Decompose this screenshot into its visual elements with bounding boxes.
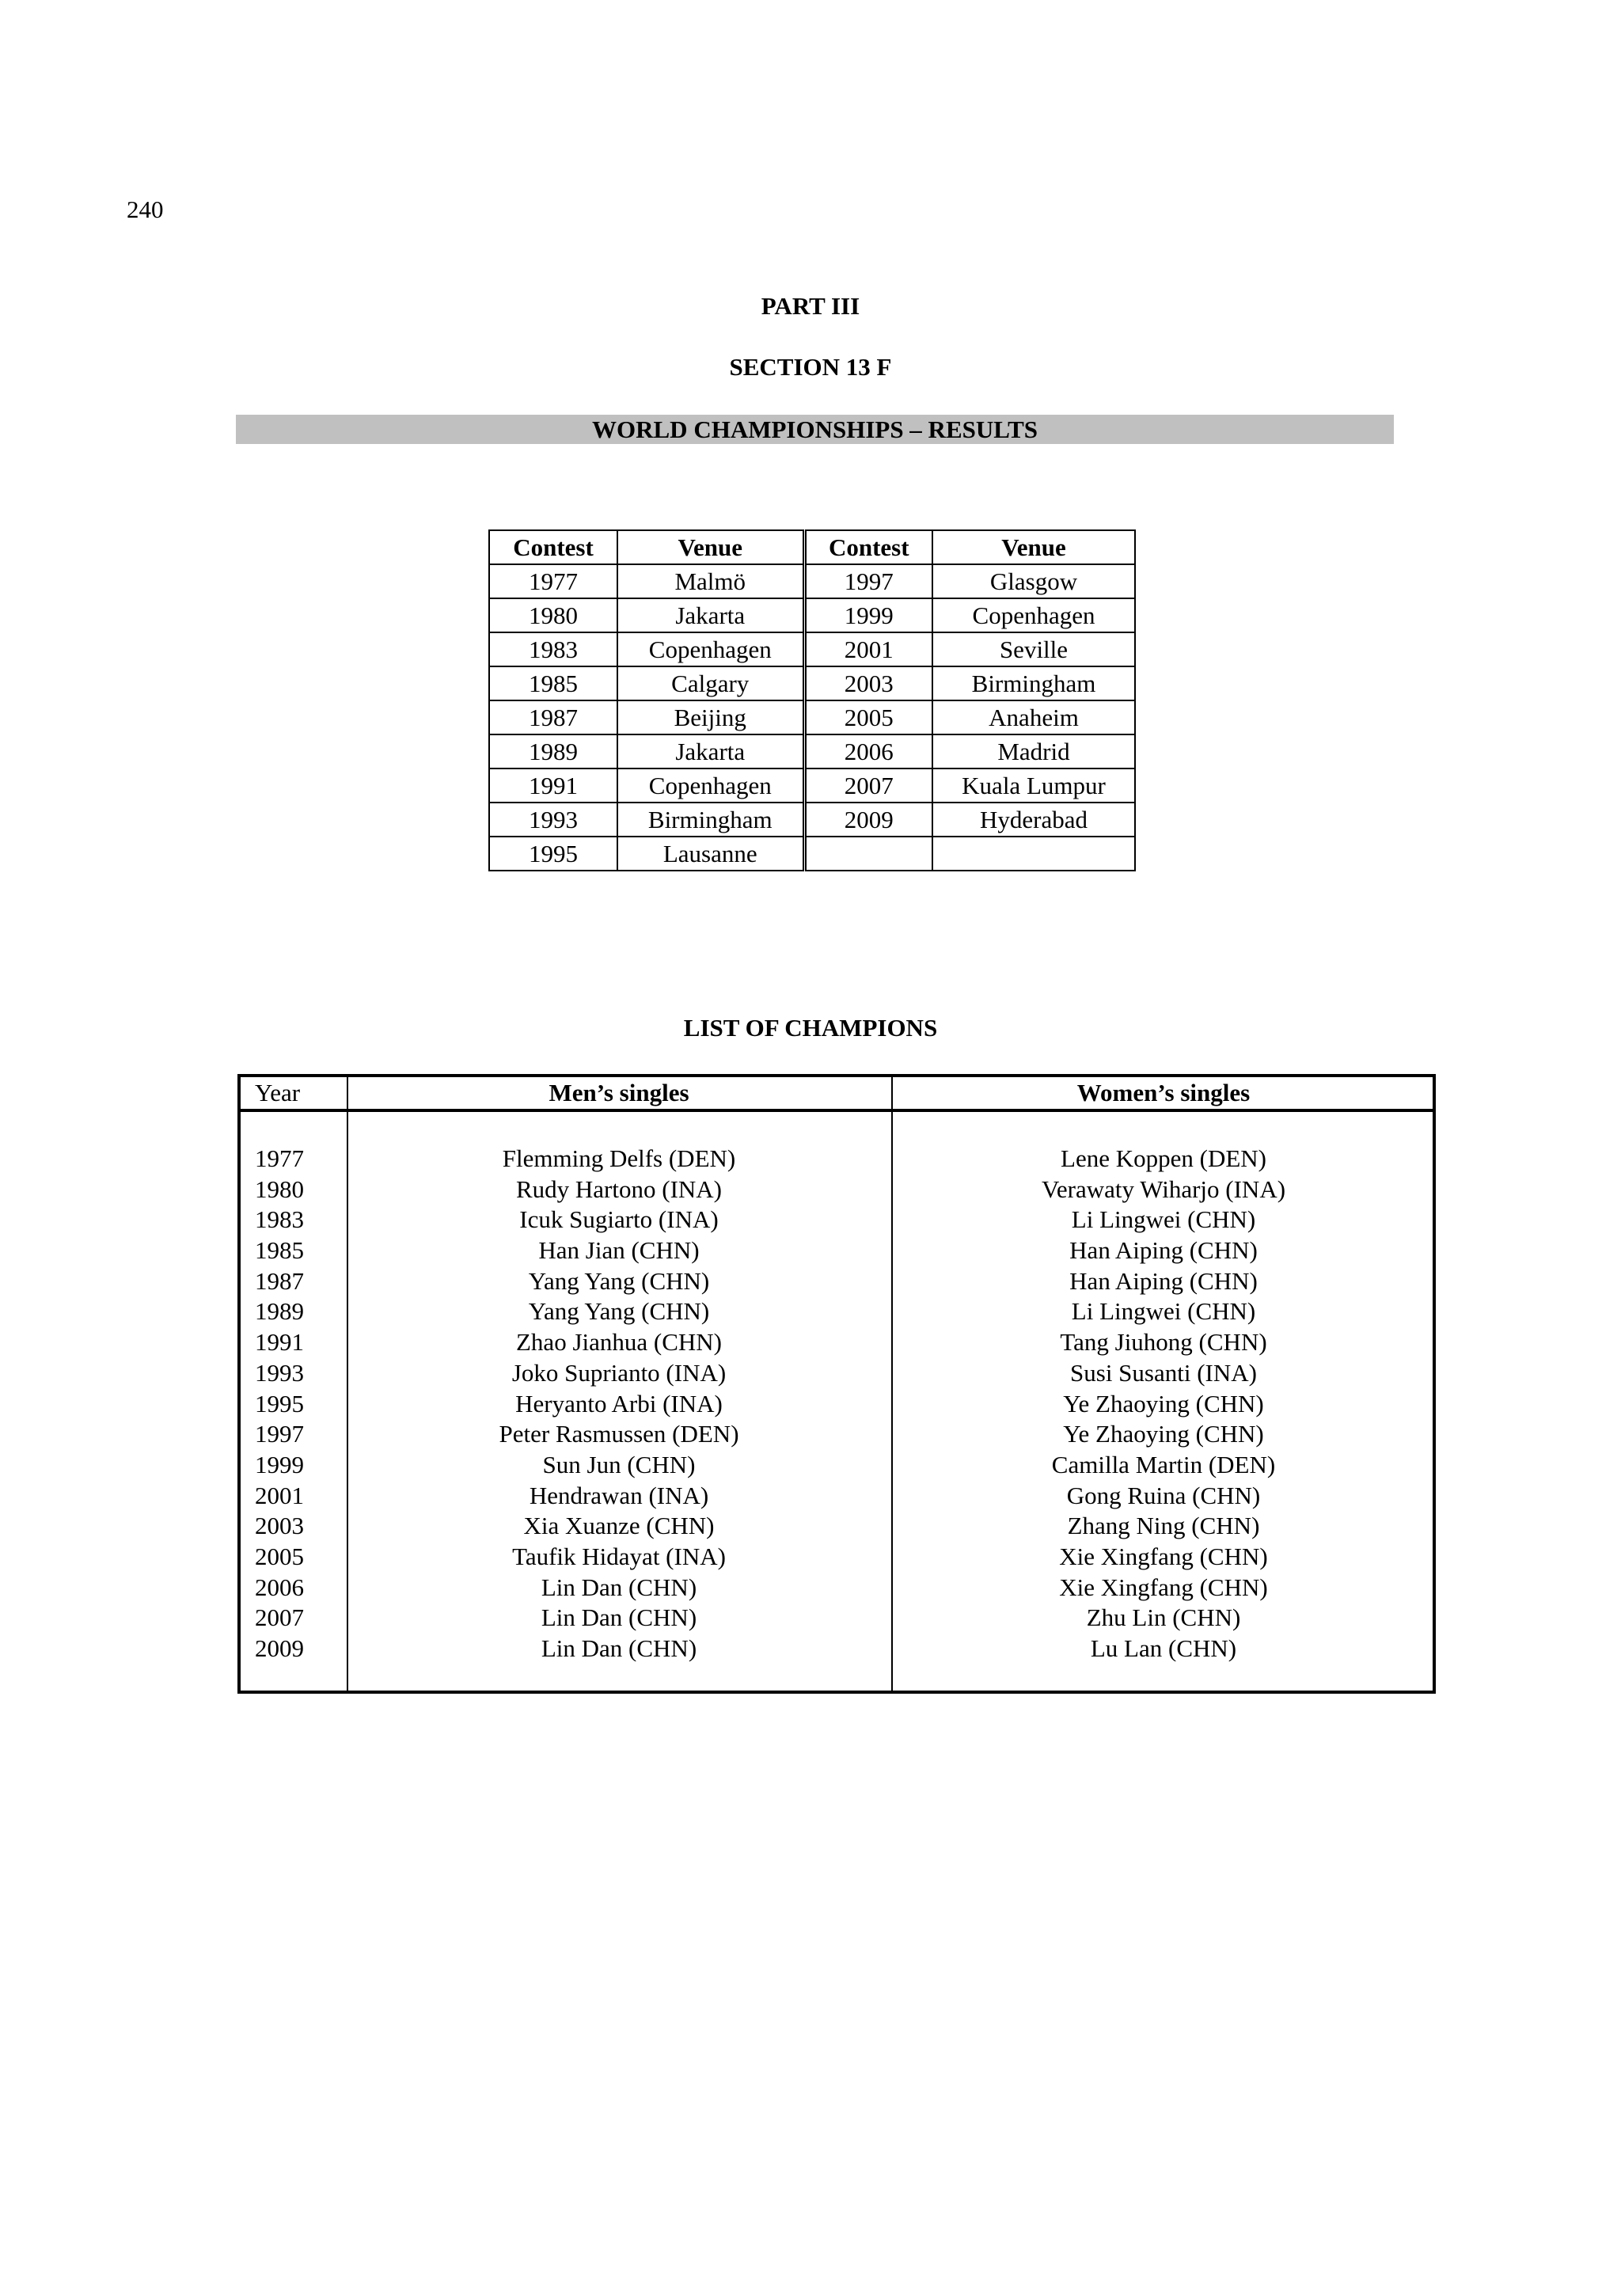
champion-year: 1999 <box>255 1450 304 1478</box>
venue-city: Birmingham <box>617 803 804 837</box>
venue-contest-year: 1980 <box>489 598 617 632</box>
womens-singles-champion: Han Aiping (CHN) <box>1069 1236 1258 1265</box>
venue-table-row <box>489 837 1135 871</box>
header-year: Year <box>255 1079 301 1106</box>
venue-city: Beijing <box>617 700 804 734</box>
mens-singles-champion: Heryanto Arbi (INA) <box>515 1389 723 1417</box>
champion-year: 1993 <box>255 1358 304 1387</box>
header-womens-singles: Women’s singles <box>1076 1079 1251 1106</box>
champion-row <box>241 1542 1433 1573</box>
venue-contest-year: 2005 <box>804 700 932 734</box>
champion-row <box>241 1481 1433 1512</box>
venue-contest-year: 1989 <box>489 734 617 768</box>
champion-year: 2009 <box>255 1634 304 1662</box>
venue-city: Hyderabad <box>932 803 1135 837</box>
champion-row <box>241 1327 1433 1358</box>
champions-table-body <box>241 1144 1433 1664</box>
venue-contest-year: 1983 <box>489 632 617 666</box>
venue-city: Malmö <box>617 564 804 598</box>
womens-singles-champion: Lu Lan (CHN) <box>1090 1634 1237 1662</box>
venue-city: Anaheim <box>932 700 1135 734</box>
venue-city: Glasgow <box>932 564 1135 598</box>
womens-singles-champion: Ye Zhaoying (CHN) <box>1063 1389 1264 1417</box>
champions-table-header <box>241 1077 1433 1112</box>
venue-city <box>932 837 1135 871</box>
venue-contest-year <box>804 837 932 871</box>
venue-contest-year: 2006 <box>804 734 932 768</box>
venue-city: Kuala Lumpur <box>932 768 1135 803</box>
venue-contest-year: 1985 <box>489 666 617 700</box>
mens-singles-champion: Han Jian (CHN) <box>538 1236 700 1265</box>
womens-singles-champion: Xie Xingfang (CHN) <box>1059 1573 1268 1601</box>
champion-row <box>241 1389 1433 1420</box>
part-heading: PART III <box>761 292 860 320</box>
section-heading: SECTION 13 F <box>729 353 892 381</box>
venue-contest-year: 2001 <box>804 632 932 666</box>
champion-year: 2003 <box>255 1512 304 1540</box>
champion-row <box>241 1511 1433 1542</box>
champion-row <box>241 1144 1433 1175</box>
womens-singles-champion: Xie Xingfang (CHN) <box>1059 1542 1268 1570</box>
champion-row <box>241 1419 1433 1450</box>
venue-contest-year: 1987 <box>489 700 617 734</box>
womens-singles-champion: Han Aiping (CHN) <box>1069 1266 1258 1295</box>
womens-singles-champion: Susi Susanti (INA) <box>1070 1358 1257 1387</box>
champion-year: 1997 <box>255 1420 304 1448</box>
venue-header-contest: Contest <box>489 530 617 564</box>
champion-year: 1980 <box>255 1175 304 1203</box>
venue-table-row <box>489 632 1135 666</box>
mens-singles-champion: Taufik Hidayat (INA) <box>512 1542 726 1570</box>
venue-table <box>488 529 1136 871</box>
venue-contest-year: 1997 <box>804 564 932 598</box>
venue-contest-year: 2009 <box>804 803 932 837</box>
champion-year: 2007 <box>255 1603 304 1632</box>
mens-singles-champion: Peter Rasmussen (DEN) <box>499 1420 739 1448</box>
womens-singles-champion: Zhang Ning (CHN) <box>1067 1512 1260 1540</box>
womens-singles-champion: Li Lingwei (CHN) <box>1071 1205 1256 1234</box>
venue-contest-year: 2007 <box>804 768 932 803</box>
venue-table-row <box>489 598 1135 632</box>
champion-row <box>241 1450 1433 1481</box>
womens-singles-champion: Verawaty Wiharjo (INA) <box>1041 1175 1286 1203</box>
champion-year: 2006 <box>255 1573 304 1601</box>
champion-year: 1989 <box>255 1297 304 1326</box>
venue-contest-year: 1991 <box>489 768 617 803</box>
mens-singles-champion: Rudy Hartono (INA) <box>515 1175 722 1203</box>
champion-year: 1991 <box>255 1328 304 1357</box>
champion-row <box>241 1205 1433 1235</box>
mens-singles-champion: Icuk Sugiarto (INA) <box>519 1205 719 1234</box>
champion-year: 1977 <box>255 1144 304 1172</box>
header-mens-singles: Men’s singles <box>549 1079 689 1106</box>
champion-year: 1983 <box>255 1205 304 1234</box>
mens-singles-champion: Lin Dan (CHN) <box>541 1634 697 1662</box>
mens-singles-champion: Lin Dan (CHN) <box>541 1573 697 1601</box>
venue-table-row <box>489 564 1135 598</box>
mens-singles-champion: Joko Suprianto (INA) <box>511 1358 727 1387</box>
champions-table <box>237 1074 1436 1694</box>
champion-row <box>241 1358 1433 1389</box>
champion-year: 2005 <box>255 1542 304 1570</box>
mens-singles-champion: Sun Jun (CHN) <box>542 1450 696 1478</box>
champion-row <box>241 1175 1433 1205</box>
womens-singles-champion: Li Lingwei (CHN) <box>1071 1297 1256 1326</box>
venue-table-row <box>489 734 1135 768</box>
venue-header-venue: Venue <box>932 530 1135 564</box>
venue-table-row <box>489 768 1135 803</box>
venue-table-row <box>489 666 1135 700</box>
mens-singles-champion: Lin Dan (CHN) <box>541 1603 697 1632</box>
venue-table-body <box>489 564 1135 871</box>
womens-singles-champion: Zhu Lin (CHN) <box>1086 1603 1241 1632</box>
mens-singles-champion: Xia Xuanze (CHN) <box>523 1512 715 1540</box>
champion-year: 2001 <box>255 1481 304 1509</box>
champion-year: 1995 <box>255 1389 304 1417</box>
mens-singles-champion: Flemming Delfs (DEN) <box>502 1144 736 1172</box>
venue-header-venue: Venue <box>617 530 804 564</box>
venue-city: Copenhagen <box>932 598 1135 632</box>
venue-contest-year: 1995 <box>489 837 617 871</box>
venue-city: Jakarta <box>617 598 804 632</box>
mens-singles-champion: Yang Yang (CHN) <box>528 1297 710 1326</box>
champion-row <box>241 1296 1433 1327</box>
page-number: 240 <box>127 195 164 223</box>
venue-city: Calgary <box>617 666 804 700</box>
venue-city: Copenhagen <box>617 632 804 666</box>
venue-city: Madrid <box>932 734 1135 768</box>
womens-singles-champion: Tang Jiuhong (CHN) <box>1060 1328 1267 1357</box>
venue-city: Copenhagen <box>617 768 804 803</box>
womens-singles-champion: Lene Koppen (DEN) <box>1061 1144 1266 1172</box>
venue-contest-year: 2003 <box>804 666 932 700</box>
venue-table-row <box>489 803 1135 837</box>
venue-table-header-row <box>489 530 1135 564</box>
venue-contest-year: 1993 <box>489 803 617 837</box>
womens-singles-champion: Camilla Martin (DEN) <box>1051 1450 1276 1478</box>
venue-city: Jakarta <box>617 734 804 768</box>
venue-table-row <box>489 700 1135 734</box>
mens-singles-champion: Hendrawan (INA) <box>529 1481 709 1509</box>
venue-city: Lausanne <box>617 837 804 871</box>
section-banner-title: WORLD CHAMPIONSHIPS – RESULTS <box>236 415 1394 444</box>
mens-singles-champion: Zhao Jianhua (CHN) <box>516 1328 722 1357</box>
champion-row <box>241 1634 1433 1664</box>
champion-row <box>241 1266 1433 1297</box>
champion-year: 1987 <box>255 1266 304 1295</box>
champion-row <box>241 1235 1433 1266</box>
champions-heading: LIST OF CHAMPIONS <box>683 1014 938 1042</box>
venue-city: Birmingham <box>932 666 1135 700</box>
venue-header-contest: Contest <box>804 530 932 564</box>
womens-singles-champion: Ye Zhaoying (CHN) <box>1063 1420 1264 1448</box>
mens-singles-champion: Yang Yang (CHN) <box>528 1266 710 1295</box>
venue-city: Seville <box>932 632 1135 666</box>
champion-row <box>241 1603 1433 1634</box>
champion-row <box>241 1573 1433 1603</box>
venue-contest-year: 1977 <box>489 564 617 598</box>
venue-contest-year: 1999 <box>804 598 932 632</box>
champion-year: 1985 <box>255 1236 304 1265</box>
womens-singles-champion: Gong Ruina (CHN) <box>1066 1481 1261 1509</box>
